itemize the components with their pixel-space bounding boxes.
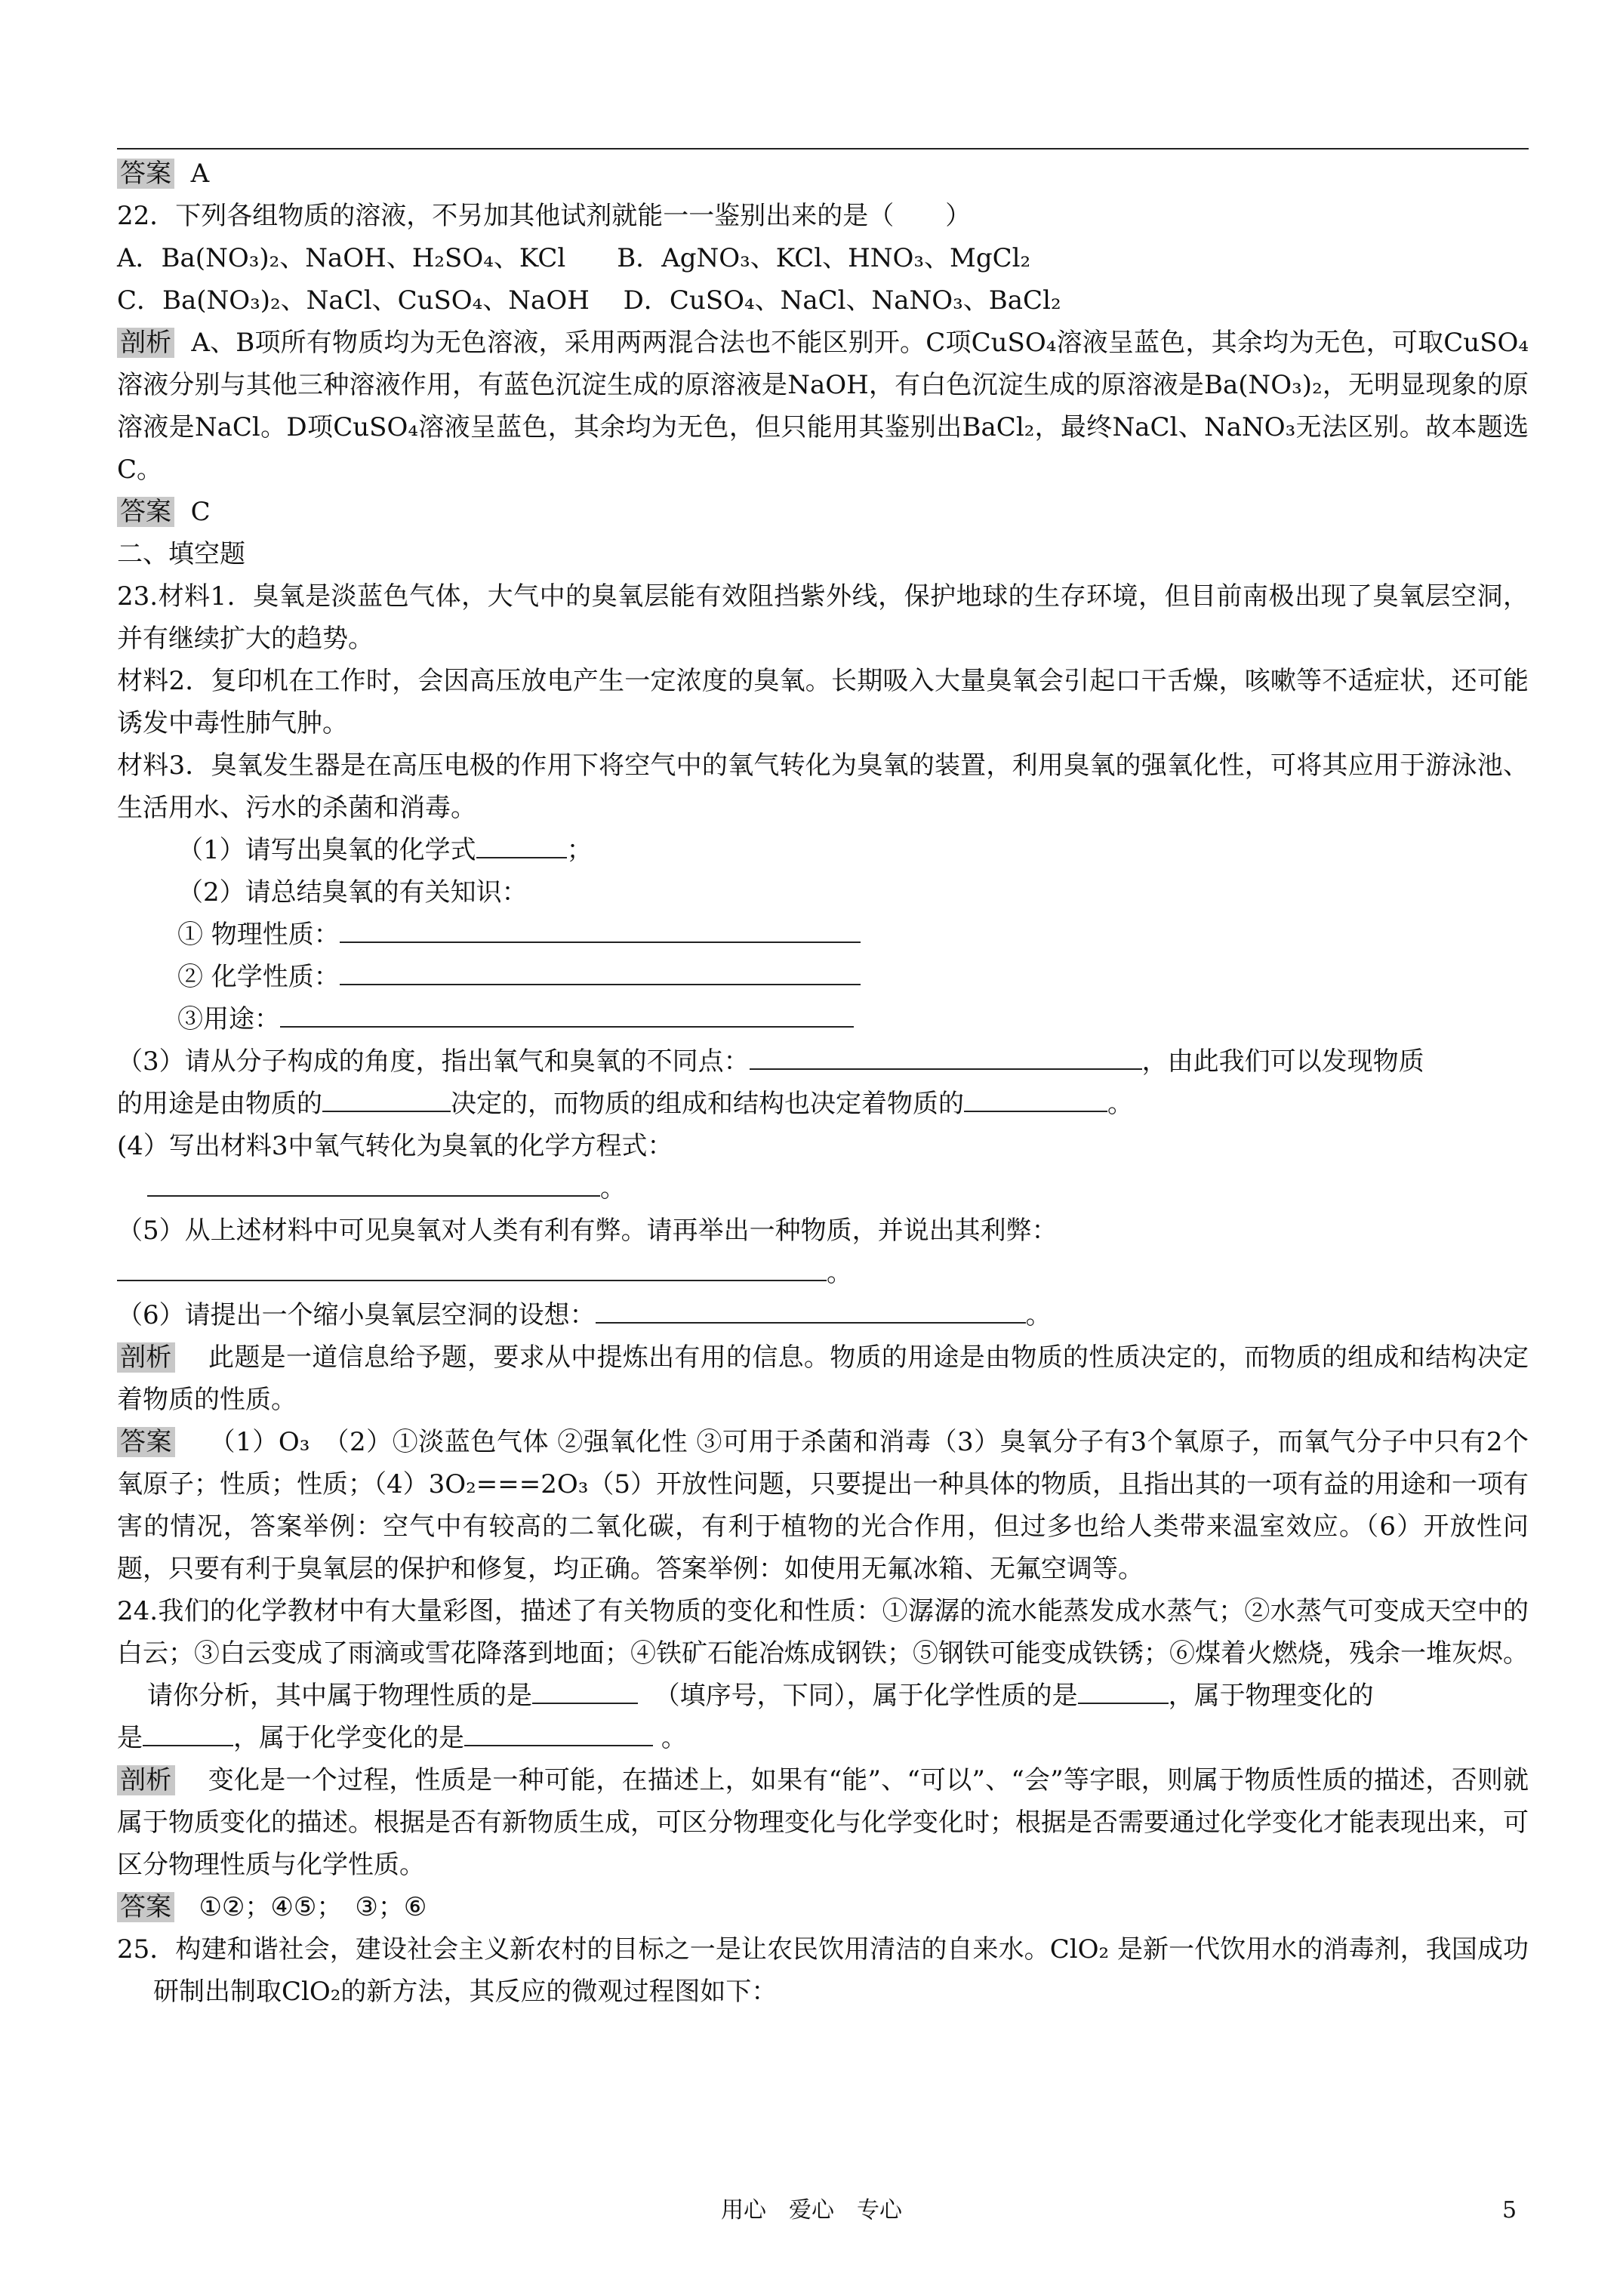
question-25-stem: 25．构建和谐社会，建设社会主义新农村的目标之一是让农民饮用清洁的自来水。ClO₂ 是新一代饮用水的消毒剂，我国成功研制出制取ClO₂的新方法，其反应的微观过程图如下：	[117, 1934, 1529, 2007]
answer-blank[interactable]	[280, 1003, 854, 1028]
answer-blank[interactable]	[750, 1046, 1142, 1070]
prompt-text: （1）请写出臭氧的化学式	[177, 835, 476, 865]
answer-22	[117, 491, 1529, 533]
question-23-chemical-properties	[117, 956, 1529, 998]
prompt-text: 请你分析，其中属于物理性质的是	[147, 1681, 532, 1711]
answer-value: C	[190, 497, 211, 527]
header-rule	[117, 148, 1529, 149]
question-23-part-1	[117, 829, 1529, 871]
punctuation: 。	[661, 1723, 687, 1753]
prompt-text: 的用途是由物质的	[117, 1089, 322, 1119]
question-23-part-4-answer	[117, 1167, 1529, 1210]
prompt-text: ，属于物理变化的	[1168, 1681, 1374, 1711]
answer-blank[interactable]	[596, 1299, 1026, 1324]
question-23-physical-properties	[117, 914, 1529, 956]
question-23-answer	[117, 1421, 1529, 1590]
page-number: 5	[1502, 2197, 1517, 2224]
answer-value: A	[190, 159, 210, 189]
punctuation: ；	[566, 835, 593, 865]
answer-blank[interactable]	[143, 1722, 233, 1746]
answer-tag: 答案	[117, 1892, 174, 1922]
answer-blank[interactable]	[1078, 1680, 1169, 1704]
page-footer: 用心 爱心 专心	[721, 2197, 902, 2224]
answer-blank[interactable]	[964, 1088, 1107, 1112]
question-23-part-3-line-2	[117, 1083, 1529, 1125]
punctuation: 。	[1025, 1300, 1052, 1330]
prompt-text: ，由此我们可以发现物质	[1141, 1046, 1424, 1077]
analysis-tag: 剖析	[117, 328, 174, 358]
question-23-material-2: 材料2．复印机在工作时，会因高压放电产生一定浓度的臭氧。长期吸入大量臭氧会引起口干舌燥，咳嗽等不适症状，还可能诱发中毒性肺气肿。	[117, 666, 1529, 738]
punctuation: 。	[827, 1258, 852, 1288]
question-23-uses	[117, 998, 1529, 1040]
prompt-text: ，属于化学变化的是	[233, 1723, 464, 1753]
question-22-analysis	[117, 322, 1529, 491]
question-23-part-5: （5）从上述材料中可见臭氧对人类有利有弊。请再举出一种物质，并说出其利弊：	[117, 1216, 1058, 1246]
prompt-text: ① 物理性质：	[177, 920, 340, 950]
question-23-part-2: （2）请总结臭氧的有关知识：	[177, 877, 528, 908]
answer-tag: 答案	[117, 1427, 175, 1457]
answer-text: ①②；④⑤； ③；⑥	[199, 1892, 427, 1922]
question-23-part-4: (4）写出材料3中氧气转化为臭氧的化学方程式：	[117, 1131, 673, 1161]
prompt-text: （填序号，下同），属于化学性质的是	[654, 1681, 1078, 1711]
prompt-text: （3）请从分子构成的角度，指出氧气和臭氧的不同点：	[117, 1046, 750, 1077]
question-23-part-3-line-1	[117, 1040, 1529, 1083]
question-24-analysis	[117, 1759, 1529, 1886]
question-23-analysis	[117, 1336, 1529, 1421]
question-23-part-5-answer	[117, 1252, 1529, 1294]
question-23-material-3: 材料3．臭氧发生器是在高压电极的作用下将空气中的氧气转化为臭氧的装置，利用臭氧的强氧化性，可将其应用于游泳池、生活用水、污水的杀菌和消毒。	[117, 750, 1529, 823]
question-22-options-ab: A．Ba(NO₃)₂、NaOH、H₂SO₄、KCl B．AgNO₃、KCl、HNO₃、MgCl₂	[117, 243, 1031, 273]
question-23-material-1: 23.材料1．臭氧是淡蓝色气体，大气中的臭氧层能有效阻挡紫外线，保护地球的生存环境，但目前南极出现了臭氧层空洞，并有继续扩大的趋势。	[117, 581, 1529, 654]
analysis-tag: 剖析	[117, 1765, 175, 1795]
analysis-text: 此题是一道信息给予题，要求从中提炼出有用的信息。物质的用途是由物质的性质决定的，而物质的组成和结构决定着物质的性质。	[117, 1342, 1529, 1415]
prompt-text: （6）请提出一个缩小臭氧层空洞的设想：	[117, 1300, 596, 1330]
answer-21	[117, 153, 1529, 195]
punctuation: 。	[1107, 1089, 1133, 1119]
answer-blank[interactable]	[340, 961, 861, 985]
answer-tag: 答案	[117, 497, 174, 527]
question-22-options-cd: C．Ba(NO₃)₂、NaCl、CuSO₄、NaOH D．CuSO₄、NaCl、NaNO₃、BaCl₂	[117, 285, 1061, 316]
question-24-stem: 24.我们的化学教材中有大量彩图，描述了有关物质的变化和性质：①潺潺的流水能蒸发成水蒸气；②水蒸气可变成天空中的白云；③白云变成了雨滴或雪花降落到地面；④铁矿石能冶炼成钢铁；⑤钢铁可能变成铁锈；⑥煤着火燃烧，残余一堆灰烬。	[117, 1596, 1529, 1669]
answer-text: （1）O₃ （2）①淡蓝色气体 ②强氧化性 ③可用于杀菌和消毒（3）臭氧分子有3个氧原子，而氧气分子中只有2个氧原子；性质；性质；（4）3O₂===2O₃（5）开放性问题，只要提出一种具体的物质，且指出其的一项有益的用途和一项有害的情况，答案举例：空气中有较高的二氧化碳，有利于植物的光合作用，但过多也给人类带来温室效应。（6）开放性问题，只要有利于臭氧层的保护和修复，均正确。答案举例：如使用无氟冰箱、无氟空调等。	[117, 1427, 1529, 1584]
prompt-text: 是	[117, 1723, 143, 1753]
analysis-text: 变化是一个过程，性质是一种可能，在描述上，如果有“能”、“可以”、“会”等字眼，则属于物质性质的描述，否则就属于物质变化的描述。根据是否有新物质生成，可区分物理变化与化学变化时；根据是否需要通过化学变化才能表现出来，可区分物理性质与化学性质。	[117, 1765, 1529, 1880]
answer-blank[interactable]	[476, 834, 567, 858]
question-23-part-6	[117, 1294, 1529, 1336]
worksheet-body	[117, 153, 1529, 2013]
punctuation: 。	[600, 1173, 626, 1203]
question-24-prompt-line-2	[117, 1717, 1529, 1759]
answer-tag: 答案	[117, 159, 174, 189]
question-24-answer	[117, 1886, 1529, 1928]
answer-blank[interactable]	[340, 919, 861, 943]
question-22-stem: 22．下列各组物质的溶液，不另加其他试剂就能一一鉴别出来的是（ ）	[117, 201, 972, 231]
analysis-text: A、B项所有物质均为无色溶液，采用两两混合法也不能区别开。C项CuSO₄溶液呈蓝色，其余均为无色，可取CuSO₄ 溶液分别与其他三种溶液作用，有蓝色沉淀生成的原溶液是NaOH，有白色沉淀生成的原溶液是Ba(NO₃)₂，无明显现象的原溶液是NaCl。D项CuSO₄溶液呈蓝色，其余均为无色，但只能用其鉴别出BaCl₂，最终NaCl、NaNO₃无法区别。故本题选C。	[117, 328, 1529, 485]
prompt-text: ② 化学性质：	[177, 962, 340, 992]
answer-blank[interactable]	[532, 1680, 638, 1704]
answer-blank[interactable]	[322, 1088, 451, 1112]
answer-blank[interactable]	[464, 1722, 653, 1746]
section-heading: 二、填空题	[117, 539, 245, 569]
prompt-text: 决定的，而物质的组成和结构也决定着物质的	[451, 1089, 964, 1119]
prompt-text: ③用途：	[177, 1004, 280, 1034]
answer-blank[interactable]	[117, 1257, 827, 1281]
analysis-tag: 剖析	[117, 1342, 175, 1373]
answer-blank[interactable]	[147, 1173, 600, 1197]
question-24-prompt-line-1	[117, 1675, 1529, 1717]
